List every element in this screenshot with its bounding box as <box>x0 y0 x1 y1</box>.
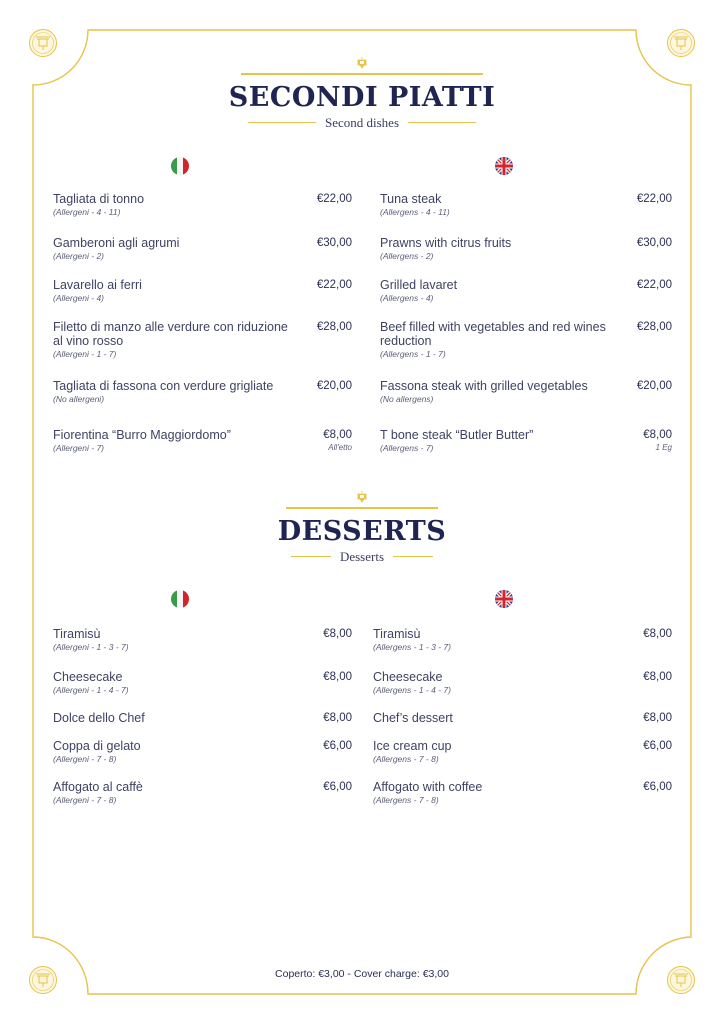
dish-price: €8,00 <box>643 712 672 724</box>
allergen-info: (Allergeni - 7 - 8) <box>53 754 117 764</box>
price-unit-note: 1 Eg <box>655 443 672 452</box>
dish-name: Lavarello ai ferri <box>53 278 142 292</box>
dish-name: Grilled lavaret <box>380 278 458 292</box>
menu-item <box>53 739 352 765</box>
menu-item <box>380 278 672 304</box>
allergen-info: (No allergens) <box>380 394 434 404</box>
menu-item <box>53 711 352 725</box>
subtitle-rule-left <box>248 122 316 124</box>
dish-price: €8,00 <box>323 429 352 441</box>
menu-item <box>53 379 352 405</box>
dish-name: Ice cream cup <box>373 739 452 753</box>
dish-name: Cheesecake <box>373 670 443 684</box>
allergen-info: (Allergens - 7 - 8) <box>373 754 439 764</box>
section-header-desserts <box>0 491 724 565</box>
dish-price: €6,00 <box>643 740 672 752</box>
menu-item <box>53 278 352 304</box>
dish-price: €30,00 <box>316 237 352 249</box>
dish-name: Tagliata di tonno <box>53 192 145 206</box>
dish-name: Tiramisù <box>373 627 421 641</box>
subtitle-rule-left <box>291 556 331 558</box>
dish-price: €30,00 <box>636 237 672 249</box>
secondi-english-list <box>380 192 672 462</box>
dish-name: Tagliata di fassona con verdure grigliate <box>53 379 274 393</box>
section-header-secondi <box>0 57 724 131</box>
secondi-italian-list <box>53 192 352 462</box>
header-rule <box>286 507 438 509</box>
menu-item <box>53 670 352 696</box>
dish-name: Filetto di manzo alle verdure con riduzione al vino rosso <box>53 320 288 348</box>
menu-item <box>373 670 672 696</box>
dish-price: €8,00 <box>643 429 672 441</box>
dish-price: €22,00 <box>636 193 672 205</box>
italy-flag-icon <box>171 590 189 608</box>
seal-logo-icon-top-right <box>666 28 696 58</box>
dish-price: €8,00 <box>323 628 352 640</box>
price-unit-note: All'etto <box>328 443 352 452</box>
section-subtitle: Desserts <box>339 548 385 564</box>
section-title: DESSERTS <box>277 515 447 547</box>
dish-price: €6,00 <box>323 740 352 752</box>
header-rule <box>241 73 483 75</box>
dish-price: €20,00 <box>636 380 672 392</box>
dish-price: €28,00 <box>316 321 352 333</box>
menu-item <box>373 627 672 653</box>
dish-name: Tuna steak <box>380 192 442 206</box>
menu-item <box>380 320 672 360</box>
allergen-info: (Allergeni - 1 - 4 - 7) <box>53 685 129 695</box>
menu-item <box>53 192 352 218</box>
dish-name: Cheesecake <box>53 670 123 684</box>
dish-name: Prawns with citrus fruits <box>380 236 512 250</box>
allergen-info: (Allergens - 1 - 3 - 7) <box>373 642 451 652</box>
allergen-info: (Allergeni - 2) <box>53 251 105 261</box>
dish-name: Fiorentina “Burro Maggiordomo” <box>53 428 231 442</box>
allergen-info: (Allergens - 7) <box>380 443 434 453</box>
subtitle-row <box>0 549 724 565</box>
subtitle-row <box>0 115 724 131</box>
dish-price: €28,00 <box>636 321 672 333</box>
allergen-info: (Allergeni - 1 - 7) <box>53 349 117 359</box>
dish-name: T bone steak “Butler Butter” <box>380 428 534 442</box>
allergen-info: (Allergens - 1 - 4 - 7) <box>373 685 451 695</box>
menu-item <box>53 320 352 360</box>
menu-item <box>373 711 672 725</box>
menu-item <box>380 236 672 262</box>
menu-item <box>53 780 352 806</box>
dish-price: €22,00 <box>316 279 352 291</box>
dish-name: Affogato with coffee <box>373 780 483 794</box>
uk-flag-icon <box>495 157 513 175</box>
dish-name: Dolce dello Chef <box>53 711 145 725</box>
dish-name: Chef’s dessert <box>373 711 453 725</box>
dish-name: Affogato al caffè <box>53 780 143 794</box>
dish-name: Tiramisù <box>53 627 101 641</box>
menu-item <box>373 780 672 806</box>
dish-price: €22,00 <box>636 279 672 291</box>
dish-price: €6,00 <box>323 781 352 793</box>
dish-price: €20,00 <box>316 380 352 392</box>
allergen-info: (Allergens - 7 - 8) <box>373 795 439 805</box>
uk-flag-icon <box>495 590 513 608</box>
allergen-info: (Allergens - 2) <box>380 251 434 261</box>
cover-charge-note: Coperto: €3,00 - Cover charge: €3,00 <box>275 968 449 980</box>
dish-price: €22,00 <box>316 193 352 205</box>
allergen-info: (No allergeni) <box>53 394 105 404</box>
menu-item <box>53 428 352 454</box>
allergen-info: (Allergens - 4 - 11) <box>380 207 450 217</box>
menu-item <box>53 236 352 262</box>
dish-name: Gamberoni agli agrumi <box>53 236 180 250</box>
allergen-info: (Allergeni - 4 - 11) <box>53 207 121 217</box>
section-subtitle: Second dishes <box>324 114 400 130</box>
menu-item <box>380 428 672 454</box>
dish-price: €8,00 <box>643 628 672 640</box>
allergen-info: (Allergens - 4) <box>380 293 434 303</box>
section-title: SECONDI PIATTI <box>228 81 496 113</box>
dish-price: €8,00 <box>643 671 672 683</box>
dish-name: Beef filled with vegetables and red wines reduction <box>380 320 606 348</box>
subtitle-rule-right <box>393 556 433 558</box>
allergen-info: (Allergeni - 4) <box>53 293 105 303</box>
italy-flag-icon <box>171 157 189 175</box>
menu-item <box>53 627 352 653</box>
dish-price: €6,00 <box>643 781 672 793</box>
allergen-info: (Allergeni - 1 - 3 - 7) <box>53 642 129 652</box>
dish-price: €8,00 <box>323 671 352 683</box>
desserts-italian-list <box>53 627 352 807</box>
desserts-english-list <box>373 627 672 807</box>
allergen-info: (Allergeni - 7) <box>53 443 105 453</box>
subtitle-rule-right <box>408 122 476 124</box>
dish-price: €8,00 <box>323 712 352 724</box>
allergen-info: (Allergeni - 7 - 8) <box>53 795 117 805</box>
dish-name: Coppa di gelato <box>53 739 141 753</box>
menu-item <box>380 379 672 405</box>
seal-logo-icon-top-left <box>28 28 58 58</box>
menu-item <box>380 192 672 218</box>
lantern-ornament-icon <box>356 491 368 503</box>
menu-item <box>373 739 672 765</box>
allergen-info: (Allergens - 1 - 7) <box>380 349 446 359</box>
dish-name: Fassona steak with grilled vegetables <box>380 379 588 393</box>
lantern-ornament-icon <box>356 57 368 69</box>
